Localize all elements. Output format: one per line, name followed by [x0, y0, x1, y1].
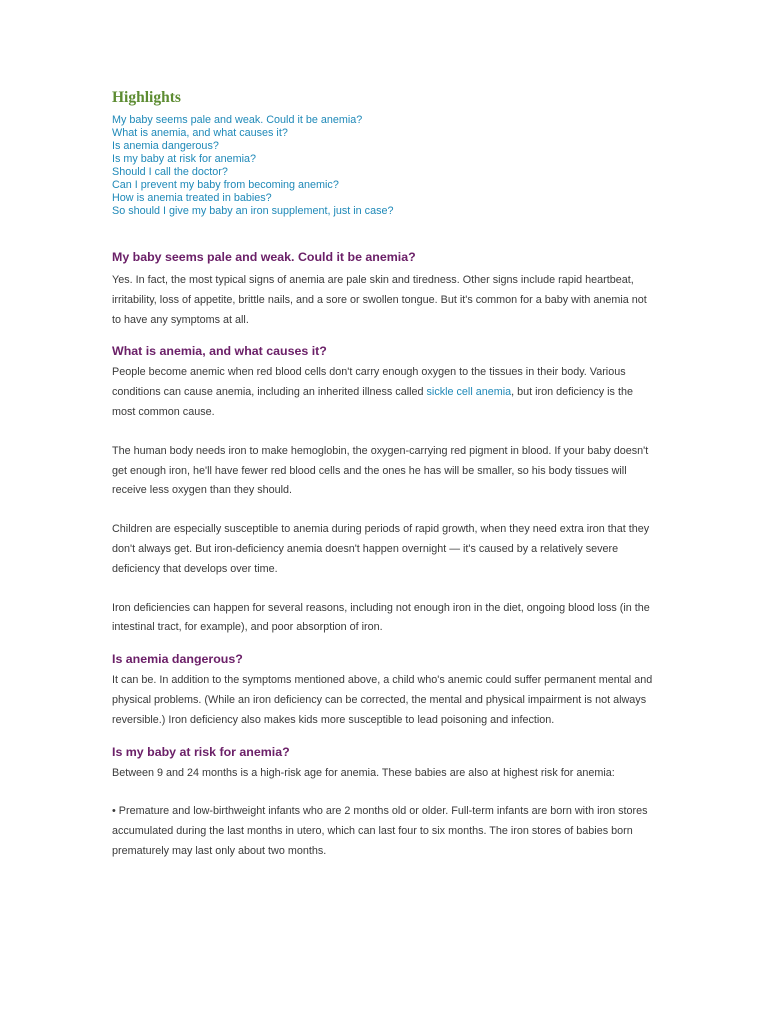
sickle-cell-anemia-link[interactable]: sickle cell anemia: [426, 386, 512, 399]
paragraph-causes-4: Iron deficiencies can happen for several reasons, including not enough iron in the diet, ongoing blood loss (in the intestinal tract, for example), and poor absorption of iron.: [112, 601, 650, 634]
section-title-risk: Is my baby at risk for anemia?: [112, 744, 290, 759]
highlight-link-pale[interactable]: My baby seems pale and weak. Could it be anemia?: [112, 114, 363, 126]
highlight-link-risk[interactable]: Is my baby at risk for anemia?: [112, 153, 257, 165]
highlights-list: [112, 114, 657, 218]
highlight-link-causes[interactable]: What is anemia, and what causes it?: [112, 127, 288, 139]
section-title-causes: What is anemia, and what causes it?: [112, 344, 327, 359]
paragraph-pale-1: Yes. In fact, the most typical signs of anemia are pale skin and tiredness. Other signs include rapid heartbeat, irritability, loss of appetite, brittle nails, and a sore or swollen tongue. But it's common for a baby with anemia not to have any symptoms at all.: [112, 274, 647, 326]
highlight-link-supplement[interactable]: So should I give my baby an iron supplement, just in case?: [112, 205, 394, 217]
highlight-link-dangerous[interactable]: Is anemia dangerous?: [112, 140, 219, 152]
highlights-title: Highlights: [112, 89, 181, 106]
paragraph-risk-1: Between 9 and 24 months is a high-risk age for anemia. These babies are also at highest risk for anemia:: [112, 766, 615, 779]
highlight-link-prevent[interactable]: Can I prevent my baby from becoming anemic?: [112, 179, 339, 191]
section-title-pale: My baby seems pale and weak. Could it be anemia?: [112, 250, 416, 264]
paragraph-causes-1-text-a: People become anemic when red blood cells don't carry enough oxygen to the tissues in their body. Various conditions can cause anemia, including an inherited illness called: [112, 366, 626, 399]
highlight-link-treated[interactable]: How is anemia treated in babies?: [112, 192, 272, 204]
paragraph-causes-1-text-b: , but iron deficiency is the most common cause.: [112, 386, 633, 418]
paragraph-causes-1: [112, 363, 657, 422]
paragraph-dangerous-1: It can be. In addition to the symptoms mentioned above, a child who's anemic could suffer permanent mental and physical problems. (While an iron deficiency can be corrected, the mental and physical impairment is not always reversible.) Iron deficiency also makes kids more susceptible to lead poisoning and infection.: [112, 674, 653, 726]
article: [112, 88, 657, 862]
paragraph-causes-2: The human body needs iron to make hemoglobin, the oxygen-carrying red pigment in blood. If your baby doesn't get enough iron, he'll have fewer red blood cells and the ones he has will be smaller, so his body tissues will receive less oxygen than they should.: [112, 444, 649, 497]
highlight-link-doctor[interactable]: Should I call the doctor?: [112, 166, 228, 178]
paragraph-risk-2: • Premature and low-birthweight infants who are 2 months old or older. Full-term infants are born with iron stores accumulated during the last months in utero, which can last four to six months. The iron stores of babies born prematurely may last only about two months.: [112, 805, 648, 857]
paragraph-causes-3: Children are especially susceptible to anemia during periods of rapid growth, when they need extra iron that they don't always get. But iron-deficiency anemia doesn't happen overnight — it's caused by a relatively severe deficiency that develops over time.: [112, 523, 650, 575]
section-title-dangerous: Is anemia dangerous?: [112, 652, 243, 667]
